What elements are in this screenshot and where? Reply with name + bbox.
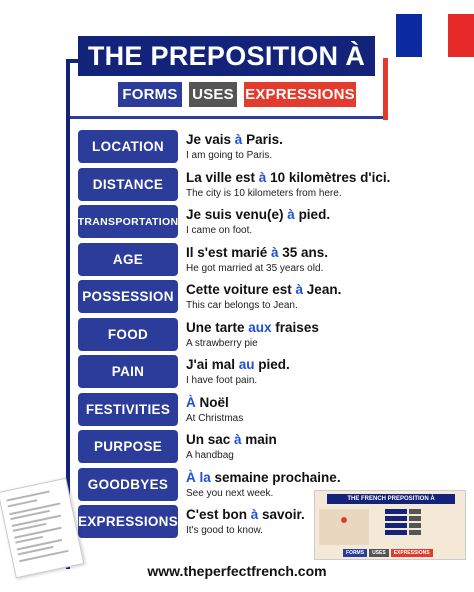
french-example <box>186 395 229 410</box>
french-example <box>186 507 305 522</box>
usage-label-distance: DISTANCE <box>78 168 178 201</box>
thumbnail-tab-expressions: EXPRESSIONS <box>391 549 433 557</box>
flag-stripe-red <box>448 14 474 57</box>
usage-label-transportation: TRANSPORTATION <box>78 205 178 238</box>
preposition-highlight: à <box>271 244 279 260</box>
french-example <box>186 245 328 260</box>
preposition-highlight: aux <box>248 319 272 335</box>
page-title <box>78 36 375 76</box>
french-example <box>186 470 341 485</box>
tab-forms[interactable]: FORMS <box>118 82 182 107</box>
french-example-end: pied. <box>254 357 290 372</box>
french-example-end: Noël <box>195 394 229 410</box>
english-translation: He got married at 35 years old. <box>186 262 324 274</box>
usage-row <box>78 241 474 279</box>
usage-label-pain: PAIN <box>78 355 178 388</box>
french-example <box>186 357 290 372</box>
french-example-end: semaine prochaine. <box>210 469 341 485</box>
tab-uses[interactable]: USES <box>189 82 237 107</box>
usage-row <box>78 391 474 429</box>
english-translation: A handbag <box>186 450 234 461</box>
usage-label-expressions: EXPRESSIONS <box>78 505 178 538</box>
thumbnail-title: THE FRENCH PREPOSITION À <box>327 494 455 504</box>
english-translation: It's good to know. <box>186 525 263 536</box>
usage-label-location: LOCATION <box>78 130 178 163</box>
thumbnail-tab-uses: USES <box>369 549 389 557</box>
french-example <box>186 132 283 147</box>
map-image <box>319 509 369 545</box>
flag-stripe-white <box>422 14 448 57</box>
english-translation: I am going to Paris. <box>186 150 273 161</box>
usage-row <box>78 203 474 241</box>
flag-stripe-blue <box>396 14 422 57</box>
preposition-highlight: à <box>250 507 259 522</box>
usage-list <box>78 128 474 541</box>
french-example <box>186 207 330 222</box>
preposition-highlight: à <box>234 132 243 147</box>
usage-row <box>78 428 474 466</box>
usage-label-goodbyes: GOODBYES <box>78 468 178 501</box>
french-example-start: C'est bon <box>186 507 251 522</box>
preposition-highlight: À la <box>186 469 211 485</box>
page-title-accent: À <box>345 40 366 71</box>
english-translation: A strawberry pie <box>186 337 258 349</box>
french-example <box>186 282 341 297</box>
english-translation: See you next week. <box>186 487 274 499</box>
usage-label-food: FOOD <box>78 318 178 351</box>
french-example <box>186 170 390 185</box>
website-link[interactable]: www.theperfectfrench.com <box>147 563 327 579</box>
french-example-end: main <box>241 432 277 447</box>
preposition-highlight: À <box>186 394 196 410</box>
english-translation: This car belongs to Jean. <box>186 300 298 311</box>
usage-label-possession: POSSESSION <box>78 280 178 313</box>
preposition-highlight: à <box>295 282 304 297</box>
preposition-highlight: à <box>287 207 295 222</box>
thumbnail-tabs <box>343 549 433 557</box>
usage-row <box>78 128 474 166</box>
english-translation: I have foot pain. <box>186 375 258 386</box>
thumbnail-tab-forms: FORMS <box>343 549 367 557</box>
tab-expressions[interactable]: EXPRESSIONS <box>244 82 356 107</box>
usage-label-purpose: PURPOSE <box>78 430 178 463</box>
french-example-start: Une tarte <box>186 319 249 335</box>
french-example-start: J'ai mal <box>186 357 239 372</box>
english-translation: I came on foot. <box>186 225 253 236</box>
french-example-end: Jean. <box>303 282 342 297</box>
usage-row <box>78 166 474 204</box>
french-example-end: Paris. <box>242 132 283 147</box>
frame-right-accent <box>383 58 388 120</box>
section-tabs <box>118 82 356 107</box>
usage-label-festivities: FESTIVITIES <box>78 393 178 426</box>
french-example-end: savoir. <box>258 507 305 522</box>
french-example-start: Je suis venu(e) <box>186 207 288 222</box>
map-pin-icon <box>341 517 347 523</box>
french-flag <box>396 14 474 57</box>
preposition-highlight: à <box>234 432 242 447</box>
usage-row <box>78 278 474 316</box>
thumbnail-table <box>385 509 435 537</box>
french-example-start: Un sac <box>186 432 235 447</box>
french-example <box>186 432 277 447</box>
french-example-end: 35 ans. <box>278 244 329 260</box>
french-example-start: La ville est <box>186 169 259 185</box>
french-example-start: Je vais <box>186 132 235 147</box>
page-title-text: THE PREPOSITION <box>87 40 339 71</box>
preposition-card-thumbnail <box>314 490 466 560</box>
header-divider <box>70 116 383 119</box>
french-example-end: pied. <box>294 207 331 222</box>
french-example-start: Cette voiture est <box>186 282 296 297</box>
usage-row <box>78 316 474 354</box>
french-example <box>186 320 319 335</box>
french-example-start: Il s'est marié <box>186 244 272 260</box>
preposition-highlight: à <box>258 169 267 185</box>
english-translation: At Christmas <box>186 412 244 424</box>
usage-row <box>78 353 474 391</box>
french-example-end: 10 kilomètres d'ici. <box>266 169 391 185</box>
usage-label-age: AGE <box>78 243 178 276</box>
english-translation: The city is 10 kilometers from here. <box>186 187 342 199</box>
preposition-highlight: au <box>238 357 255 372</box>
french-example-end: fraises <box>271 319 319 335</box>
